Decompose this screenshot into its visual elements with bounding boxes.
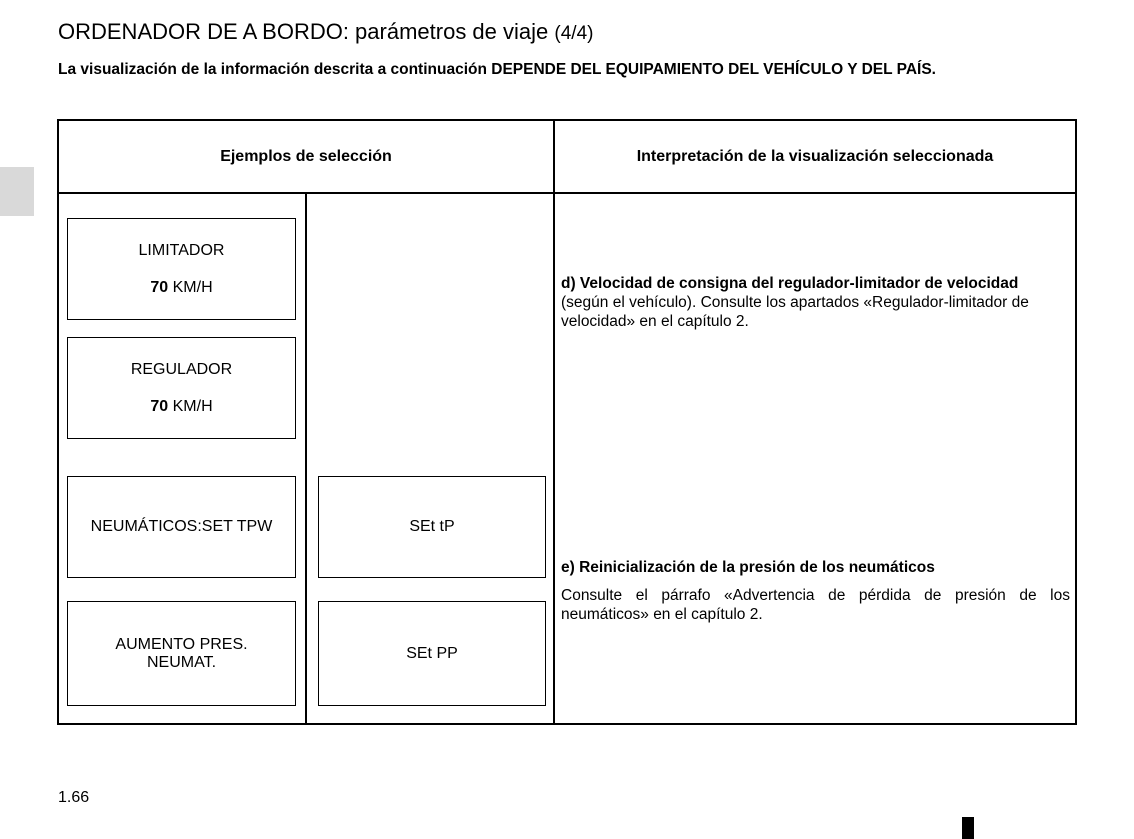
display-neumaticos-set-tpw	[67, 476, 296, 578]
description-e	[561, 558, 1070, 624]
table-border-left	[57, 119, 59, 725]
page-subtitle: La visualización de la información descrita a continuación DEPENDE DEL EQUIPAMIENTO DEL VEHÍCULO Y DEL PAÍS.	[58, 61, 936, 78]
column-header-examples: Ejemplos de selección	[220, 147, 392, 165]
table-border-bottom	[57, 723, 1077, 725]
speed-unit: KM/H	[168, 278, 213, 296]
display-limitador	[67, 218, 296, 320]
column-divider-sub	[305, 192, 307, 725]
table-border-right	[1075, 119, 1077, 725]
page-corner-mark	[962, 817, 974, 839]
column-header-interpretation: Interpretación de la visualización seleccionada	[636, 147, 994, 165]
page-title	[58, 19, 593, 45]
display-label: LIMITADOR	[138, 241, 225, 259]
header-divider	[57, 192, 1077, 194]
display-aumento-pres	[67, 601, 296, 706]
column-divider-main	[553, 119, 555, 725]
display-speed	[150, 398, 212, 416]
description-d-text: (según el vehículo). Consulte los apartados «Regulador-limitador de velocidad» en el capítulo 2.	[561, 294, 1029, 330]
speed-unit: KM/H	[168, 397, 213, 415]
speed-value: 70	[150, 397, 169, 415]
chapter-tab	[0, 167, 34, 216]
display-text-line1: AUMENTO PRES.	[115, 635, 248, 653]
display-regulador	[67, 337, 296, 439]
display-text-line2: NEUMAT.	[146, 653, 217, 671]
page-number: 1.66	[58, 789, 90, 806]
display-label: REGULADOR	[130, 360, 233, 378]
display-set-pp	[318, 601, 546, 706]
description-d-title: d) Velocidad de consigna del regulador-limitador de velocidad	[561, 275, 1019, 292]
title-part: (4/4)	[554, 23, 594, 44]
display-text: SEt tP	[409, 518, 455, 535]
description-e-title: e) Reinicialización de la presión de los neumáticos	[561, 559, 935, 576]
display-set-tp	[318, 476, 546, 578]
display-text: SEt PP	[406, 644, 458, 662]
speed-value: 70	[150, 278, 169, 296]
display-text: NEUMÁTICOS:SET TPW	[90, 518, 273, 535]
description-e-text: Consulte el párrafo «Advertencia de pérdida de presión de los neumáticos» en el capítulo 2.	[561, 587, 1070, 623]
display-speed	[150, 279, 212, 297]
description-d	[561, 274, 1070, 331]
title-main: ORDENADOR DE A BORDO: parámetros de viaje	[58, 19, 549, 44]
